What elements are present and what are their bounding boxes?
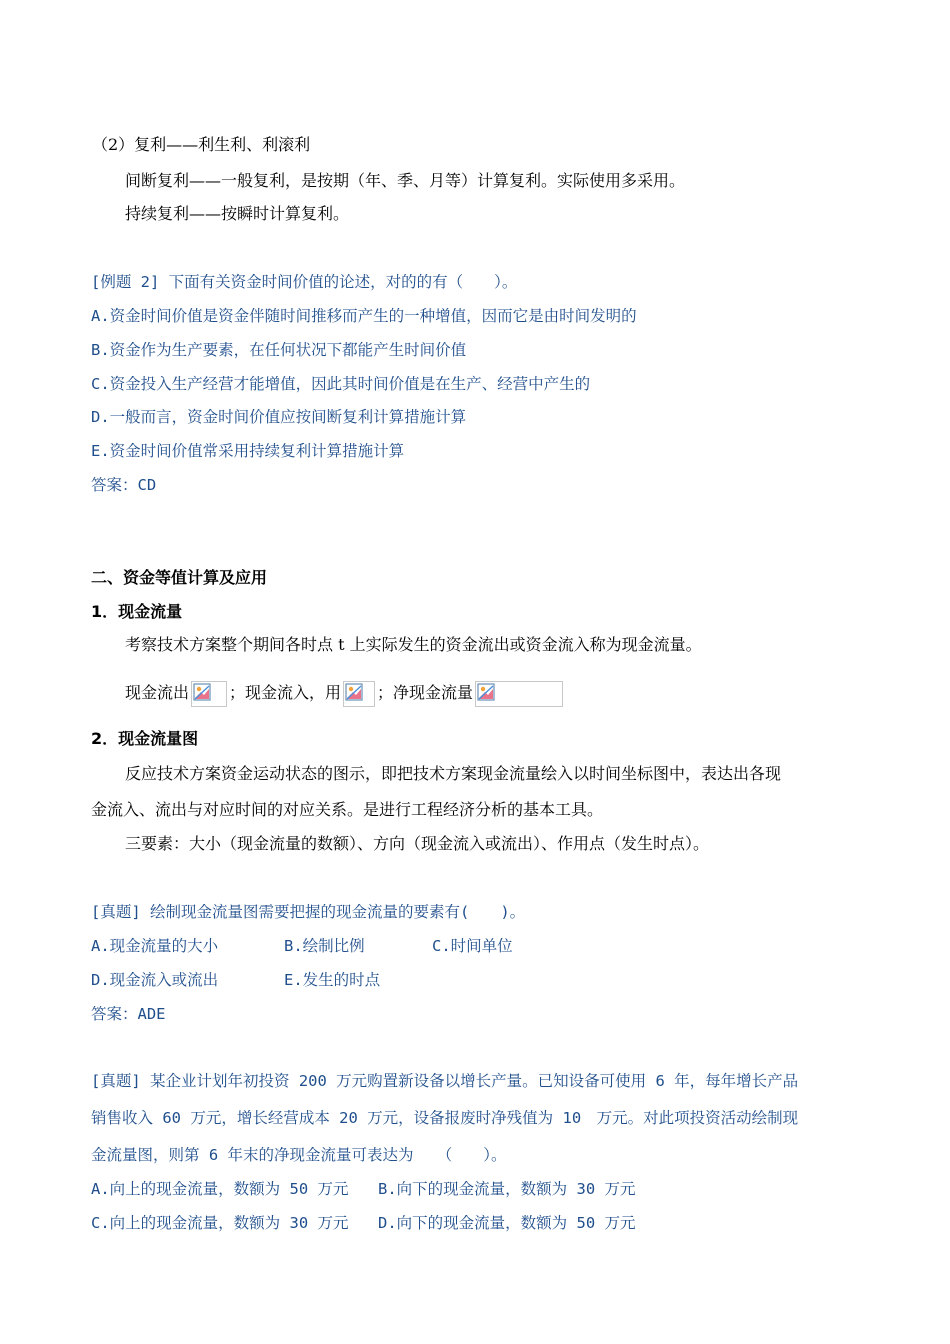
cash-flow-formula-line	[125, 679, 565, 707]
exam2-option-b: B.向下的现金流量，数额为 30 万元	[378, 1180, 636, 1198]
net-cash-flow-label: ；净现金流量	[377, 683, 474, 702]
inflow-formula-image	[343, 681, 375, 707]
cash-outflow-label: 现金流出	[125, 683, 190, 702]
cash-flow-definition: 考察技术方案整个期间各时点 t 上实际发生的资金流出或资金流入称为现金流量。	[125, 635, 702, 654]
example2-option-b: B.资金作为生产要素，在任何状况下都能产生时间价值	[91, 341, 467, 359]
cash-flow-diagram-text-2: 金流入、流出与对应时间的对应关系。是进行工程经济分析的基本工具。	[91, 800, 604, 819]
example2-option-a: A.资金时间价值是资金伴随时间推移而产生的一种增值，因而它是由时间发明的	[91, 307, 637, 325]
example2-option-d: D.一般而言，资金时间价值应按间断复利计算措施计算	[91, 408, 467, 426]
discrete-compound-text: 间断复利——一般复利，是按期（年、季、月等）计算复利。实际使用多采用。	[125, 171, 686, 190]
exam1-question: [真题] 绘制现金流量图需要把握的现金流量的要素有( )。	[91, 903, 526, 921]
cash-inflow-label: ；现金流入，用	[229, 683, 342, 702]
broken-image-icon	[345, 683, 363, 701]
exam2-option-a: A.向上的现金流量，数额为 50 万元	[91, 1180, 349, 1198]
net-flow-formula-image	[475, 681, 563, 707]
example2-answer: 答案：CD	[91, 476, 157, 494]
example2-option-c: C.资金投入生产经营才能增值，因此其时间价值是在生产、经营中产生的	[91, 375, 591, 393]
exam2-question-line-3: 金流量图，则第 6 年末的净现金流量可表达为 （ ）。	[91, 1146, 507, 1164]
compound-interest-heading: （2）复利——利生利、利滚利	[92, 135, 311, 154]
exam2-option-d: D.向下的现金流量，数额为 50 万元	[378, 1214, 636, 1232]
example2-question: [例题 2] 下面有关资金时间价值的论述，对的的有（ ）。	[91, 273, 518, 291]
exam1-answer: 答案：ADE	[91, 1005, 166, 1023]
exam2-option-c: C.向上的现金流量，数额为 30 万元	[91, 1214, 349, 1232]
cash-flow-diagram-text-1: 反应技术方案资金运动状态的图示，即把技术方案现金流量绘入以时间坐标图中，表达出各现	[125, 764, 782, 783]
exam2-question-line-1: [真题] 某企业计划年初投资 200 万元购置新设备以增长产量。已知设备可使用 6 年，每年增长产品	[91, 1072, 799, 1090]
exam1-option-d: D.现金流入或流出	[91, 971, 219, 989]
broken-image-icon	[193, 683, 211, 701]
three-elements-text: 三要素：大小（现金流量的数额）、方向（现金流入或流出）、作用点（发生时点）。	[125, 834, 710, 853]
example2-option-e: E.资金时间价值常采用持续复利计算措施计算	[91, 442, 405, 460]
broken-image-icon	[477, 683, 495, 701]
exam2-question-line-2: 销售收入 60 万元，增长经营成本 20 万元，设备报废时净残值为 10 万元。对此项投资活动绘制现	[91, 1109, 799, 1127]
continuous-compound-text: 持续复利——按瞬时计算复利。	[125, 204, 350, 223]
cash-flow-subheading: 1．现金流量	[91, 602, 183, 621]
exam1-option-b: B.绘制比例	[284, 937, 365, 955]
exam1-option-a: A.现金流量的大小	[91, 937, 219, 955]
outflow-formula-image	[191, 681, 227, 707]
section2-heading: 二、资金等值计算及应用	[91, 568, 268, 587]
exam1-option-e: E.发生的时点	[284, 971, 381, 989]
cash-flow-diagram-subheading: 2．现金流量图	[91, 729, 199, 748]
exam1-option-c: C.时间单位	[432, 937, 513, 955]
